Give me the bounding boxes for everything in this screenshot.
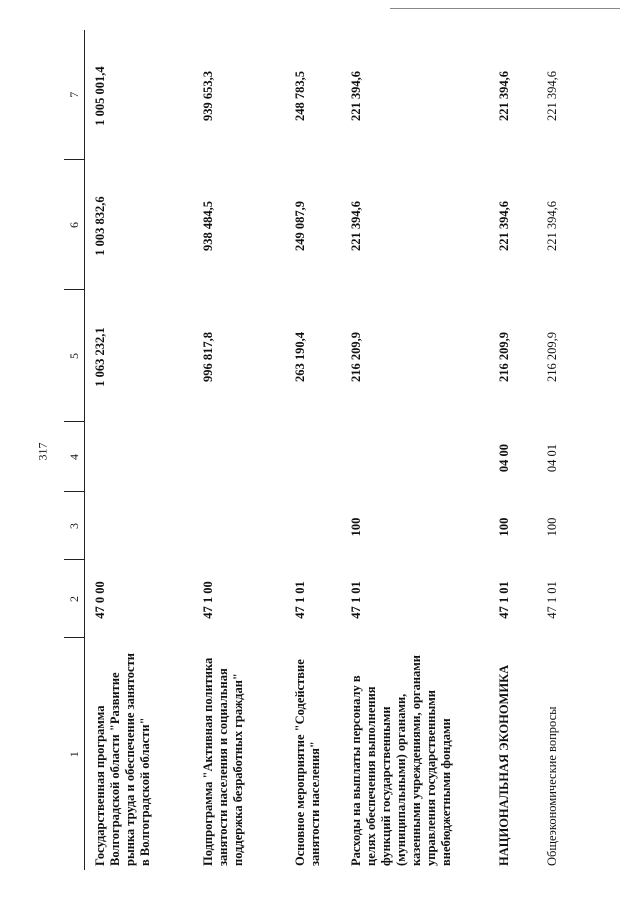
- row-section: [193, 422, 285, 492]
- col-header-7: 7: [64, 30, 85, 160]
- row-value-6: 221 394,6: [348, 201, 363, 251]
- row-value-7: 939 653,3: [200, 71, 215, 121]
- table-row: [285, 30, 341, 870]
- table-row: [489, 30, 537, 870]
- row-value-7: 221 394,6: [544, 71, 559, 121]
- row-expense-type: 100: [496, 517, 511, 537]
- row-target-code: 47 1 01: [496, 581, 511, 619]
- row-value-6: 249 087,9: [292, 201, 307, 251]
- row-section: [285, 422, 341, 492]
- row-expense-type: [85, 492, 193, 560]
- row-value-6: 221 394,6: [544, 201, 559, 251]
- row-value-5: 1 063 232,1: [93, 327, 107, 387]
- row-value-6: 938 484,5: [200, 201, 215, 251]
- row-value-7: 248 783,5: [292, 71, 307, 121]
- row-section: [85, 422, 193, 492]
- row-value-6: 1 003 832,6: [93, 196, 107, 256]
- row-expense-type: 100: [544, 517, 559, 537]
- row-section: 04 01: [544, 443, 559, 473]
- col-header-6: 6: [64, 160, 85, 290]
- budget-table-sheet: [64, 30, 624, 870]
- col-header-5: 5: [64, 290, 85, 422]
- row-value-7: 1 005 001,4: [93, 66, 107, 126]
- row-value-5: 216 209,9: [544, 332, 559, 382]
- row-section: [341, 422, 489, 492]
- table-row: [193, 30, 285, 870]
- table-row: [537, 30, 585, 870]
- row-name: Расходы на выплаты персоналу в целях обеспечения выполнения функций государственными (муниципальными) органами, казенными учреждениями, органами управления государственными внебюджетными фондами: [348, 654, 453, 866]
- row-target-code: 47 1 01: [292, 581, 307, 619]
- row-value-7: 221 394,6: [348, 71, 363, 121]
- header-row: [64, 30, 85, 870]
- row-value-5: 263 190,4: [292, 332, 307, 382]
- col-header-3: 3: [64, 492, 85, 560]
- row-name: Подпрограмма "Активная политика занятости населения и социальная поддержка безработных граждан": [200, 657, 245, 866]
- row-target-code: 47 0 00: [93, 581, 107, 619]
- col-header-1: 1: [64, 638, 85, 870]
- row-name: Общеэкономические вопросы: [544, 706, 559, 866]
- row-name: Государственная программа Волгоградской области "Развитие рынка труда и обеспечение занятости в Волгоградской области": [93, 653, 152, 866]
- row-name: НАЦИОНАЛЬНАЯ ЭКОНОМИКА: [496, 664, 511, 866]
- row-section: 04 00: [496, 443, 511, 473]
- row-value-5: 216 209,9: [348, 332, 363, 382]
- row-value-6: 221 394,6: [496, 201, 511, 251]
- row-target-code: 47 1 01: [544, 581, 559, 619]
- col-header-4: 4: [64, 422, 85, 492]
- row-target-code: 47 1 00: [200, 581, 215, 619]
- row-expense-type: [285, 492, 341, 560]
- col-header-2: 2: [64, 560, 85, 638]
- row-expense-type: 100: [348, 517, 363, 537]
- table-row: [341, 30, 489, 870]
- row-value-5: 216 209,9: [496, 332, 511, 382]
- row-name: Основное мероприятие "Содействие занятости населения": [292, 659, 322, 866]
- table-row: [85, 30, 193, 870]
- row-expense-type: [193, 492, 285, 560]
- page-number: 317: [35, 442, 50, 461]
- top-rule: [390, 8, 620, 9]
- budget-table: [64, 30, 585, 870]
- row-value-7: 221 394,6: [496, 71, 511, 121]
- row-target-code: 47 1 01: [348, 581, 363, 619]
- row-value-5: 996 817,8: [200, 332, 215, 382]
